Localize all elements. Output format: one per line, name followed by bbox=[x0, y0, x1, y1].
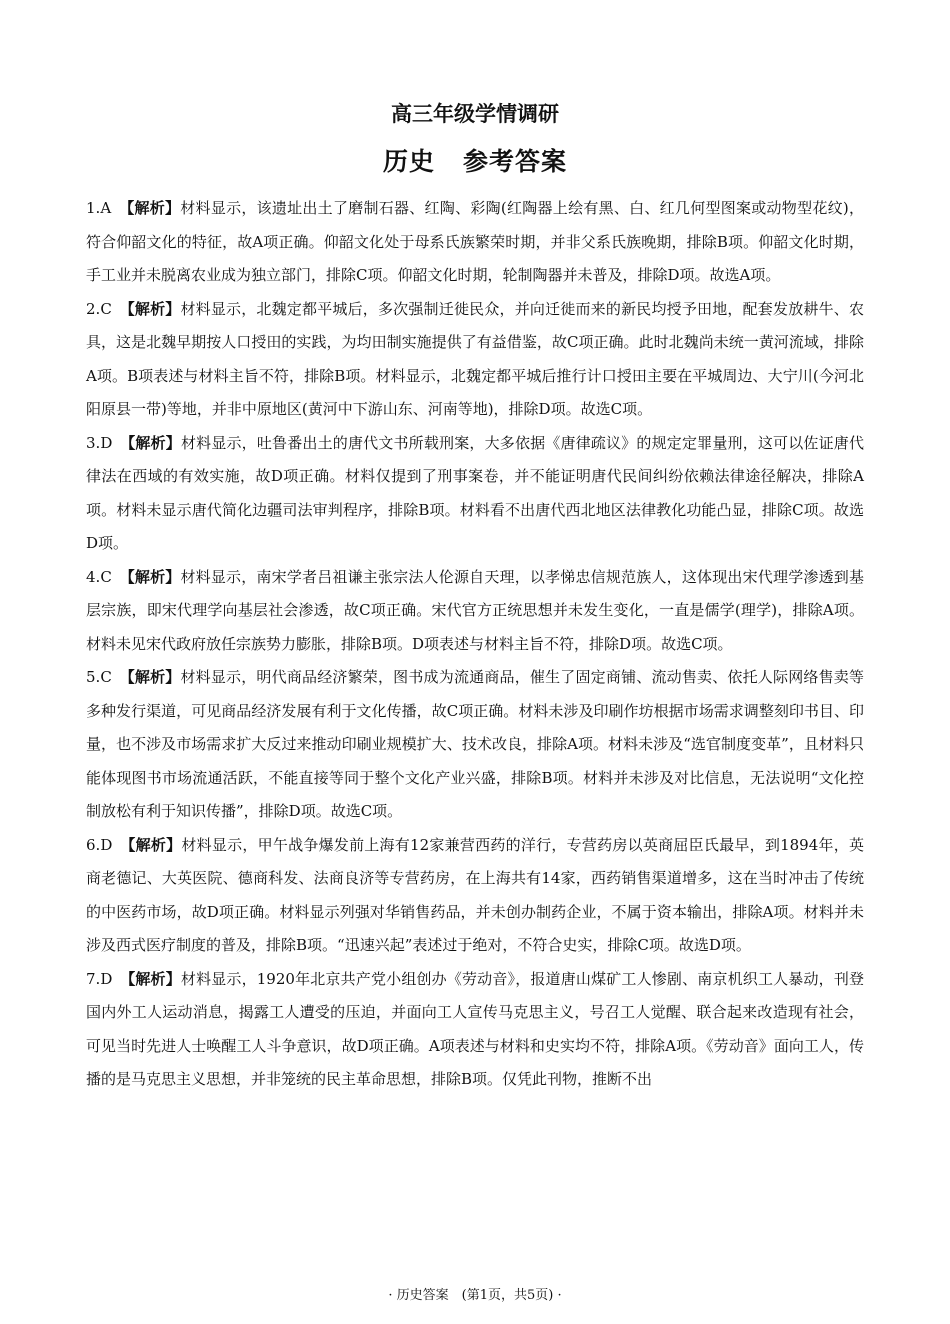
analysis-text: 材料显示，明代商品经济繁荣，图书成为流通商品，催生了固定商铺、流动售卖、依托人际网络售卖等多种发行渠道，可见商品经济发展有利于文化传播，故C项正确。材料未涉及印刷作坊根据市场需求调整刻印书目、印量，也不涉及市场需求扩大反过来推动印刷业规模扩大、技术改良，排除A项。材料未涉及“选官制度变革”，且材料只能体现图书市场流通活跃，不能直接等同于整个文化产业兴盛，排除B项。材料并未涉及对比信息，无法说明“文化控制放松有利于知识传播”，排除D项。故选C项。 bbox=[86, 668, 864, 820]
analysis-tag: 【解析】 bbox=[127, 433, 181, 452]
analysis-text: 材料显示，北魏定都平城后，多次强制迁徙民众，并向迁徙而来的新民均授予田地，配套发放耕牛、农具，这是北魏早期按人口授田的实践，为均田制实施提供了有益借鉴，故C项正确。此时北魏尚未统一黄河流域，排除A项。B项表述与材料主旨不符，排除B项。材料显示，北魏定都平城后推行计口授田主要在平城周边、大宁川(今河北阳原县一带)等地，并非中原地区(黄河中下游山东、河南等地)，排除D项。故选C项。 bbox=[86, 299, 864, 418]
answer-item-7 bbox=[86, 963, 864, 1097]
analysis-text: 材料显示，南宋学者吕祖谦主张宗法人伦源自天理，以孝悌忠信规范族人，这体现出宋代理学渗透到基层宗族，即宋代理学向基层社会渗透，故C项正确。宋代官方正统思想并未发生变化，一直是儒学(理学)，排除A项。材料未见宋代政府放任宗族势力膨胀，排除B项。D项表述与材料主旨不符，排除D项。故选C项。 bbox=[86, 567, 864, 653]
answer-item-1 bbox=[86, 192, 864, 293]
answer-key-label: 参考答案 bbox=[463, 147, 568, 176]
answer-choice: C bbox=[100, 668, 112, 686]
answer-choice: D bbox=[100, 433, 113, 452]
answer-list bbox=[86, 192, 864, 1097]
analysis-text: 材料显示，该遗址出土了磨制石器、红陶、彩陶(红陶器上绘有黑、白、红几何型图案或动物型花纹)，符合仰韶文化的特征，故A项正确。仰韶文化处于母系氏族繁荣时期，并非父系氏族晚期，排除B项。仰韶文化时期，手工业并未脱离农业成为独立部门，排除C项。仰韶文化时期，轮制陶器并未普及，排除D项。故选A项。 bbox=[86, 199, 864, 284]
analysis-tag: 【解析】 bbox=[127, 969, 181, 988]
analysis-tag: 【解析】 bbox=[127, 835, 182, 854]
analysis-tag: 【解析】 bbox=[127, 299, 181, 318]
item-number: 5. bbox=[86, 668, 101, 686]
item-number: 1. bbox=[86, 199, 101, 217]
item-number: 6. bbox=[86, 835, 101, 854]
answer-item-3 bbox=[86, 427, 864, 561]
analysis-tag: 【解析】 bbox=[127, 668, 181, 686]
analysis-tag: 【解析】 bbox=[127, 567, 181, 586]
analysis-text: 材料显示，吐鲁番出土的唐代文书所载刑案，大多依据《唐律疏议》的规定定罪量刑，这可以佐证唐代律法在西域的有效实施，故D项正确。材料仅提到了刑事案卷，并不能证明唐代民间纠纷依赖法律途径解决，排除A项。材料未显示唐代简化边疆司法审判程序，排除B项。材料看不出唐代西北地区法律教化功能凸显，排除C项。故选D项。 bbox=[86, 433, 864, 552]
analysis-text: 材料显示，甲午战争爆发前上海有12家兼营西药的洋行，专营药房以英商屈臣氏最早，到1894年，英商老德记、大英医院、德商科发、法商良济等专营药房，在上海共有14家，西药销售渠道增多，这在当时冲击了传统的中医药市场，故D项正确。材料显示列强对华销售药品，并未创办制药企业，不属于资本输出，排除A项。材料并未涉及西式医疗制度的普及，排除B项。“迅速兴起”表述过于绝对，不符合史实，排除C项。故选D项。 bbox=[86, 835, 864, 954]
answer-choice: A bbox=[100, 199, 112, 217]
answer-choice: D bbox=[100, 969, 113, 988]
subject-label: 历史 bbox=[382, 147, 435, 176]
page-title: 高三年级学情调研 bbox=[391, 102, 559, 126]
analysis-text: 材料显示，1920年北京共产党小组创办《劳动音》，报道唐山煤矿工人惨剧、南京机织工人暴动，刊登国内外工人运动消息，揭露工人遭受的压迫，并面向工人宣传马克思主义，号召工人觉醒、联合起来改造现有社会，可见当时先进人士唤醒工人斗争意识，故D项正确。A项表述与材料和史实均不符，排除A项。《劳动音》面向工人，传播的是马克思主义思想，并非笼统的民主革命思想，排除B项。仅凭此刊物，推断不出 bbox=[86, 969, 864, 1088]
answer-item-5 bbox=[86, 661, 864, 829]
item-number: 7. bbox=[86, 969, 101, 988]
answer-item-6 bbox=[86, 829, 864, 963]
item-number: 3. bbox=[86, 433, 101, 452]
answer-choice: C bbox=[100, 299, 112, 318]
answer-choice: C bbox=[100, 567, 112, 586]
page-footer: · 历史答案 (第1页，共5页) · bbox=[388, 1288, 562, 1303]
answer-item-2 bbox=[86, 293, 864, 427]
item-number: 4. bbox=[86, 567, 101, 586]
analysis-tag: 【解析】 bbox=[126, 199, 181, 217]
item-number: 2. bbox=[86, 299, 101, 318]
answer-item-4 bbox=[86, 561, 864, 662]
page-subtitle bbox=[0, 142, 950, 178]
answer-choice: D bbox=[100, 835, 113, 854]
